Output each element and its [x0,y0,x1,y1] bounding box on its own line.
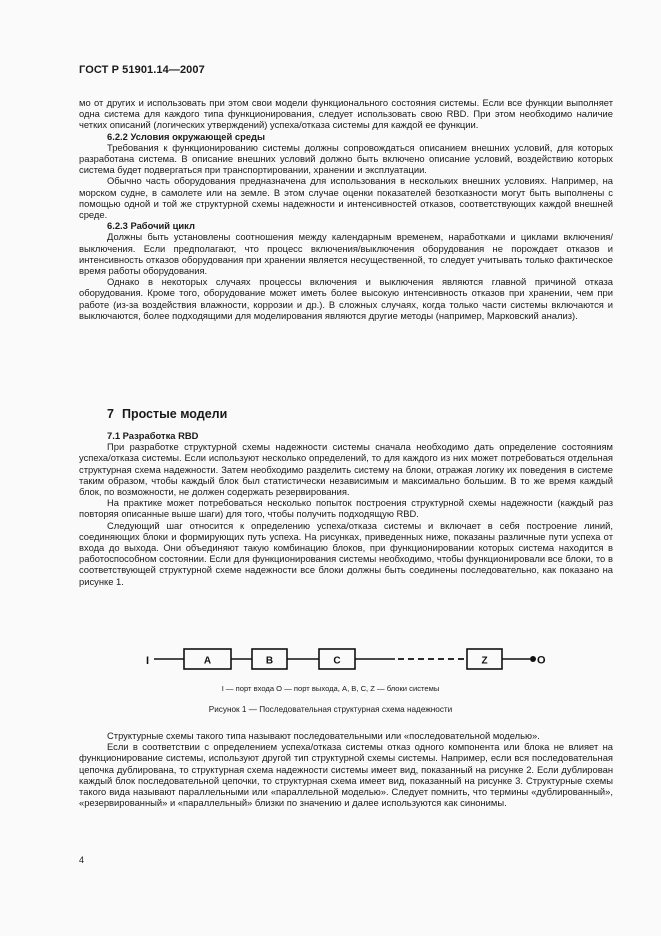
figure-caption: Рисунок 1 — Последовательная структурная схема надежности [208,705,453,714]
paragraph: При разработке структурной схемы надежности системы сначала необходимо дать определение состояниям успеха/отказа системы. Если используют несколько определений, то для каждого из них может потребоваться отдельная структурная схема надежности. Затем необходимо разделить систему на блоки, отражая логику их поведения в системе таким образом, чтобы каждый блок был статистически независимым и максимально большим. В то же время каждый блок, по возможности, не должен содержать резервирования. [79,441,613,498]
section-number: 7 [107,407,114,421]
output-port-label: O [537,654,546,667]
paragraph: На практике может потребоваться несколько попыток построения структурной схемы надежности (каждый раз повторяя описанные выше шаги) для того, чтобы получить подходящую RBD. [79,497,613,520]
paragraph: Однако в некоторых случаях процессы включения и выключения являются главной причиной отказа оборудования. Кроме того, оборудование может иметь более высокую интенсивность отказов при хранении, чем при работе (из-за воздействия влажности, коррозии и др.). В сложных случаях, когда только части системы включаются и выключаются, более подходящими для моделирования являются другие методы (например, Марковский анализ). [79,276,613,321]
text-block-6-2 [79,97,613,321]
output-port-dot [530,656,536,662]
block-b-label: B [265,655,274,667]
page-number: 4 [79,855,85,865]
figure-legend: I — порт входа O — порт выхода, A, B, C, Z — блоки системы [221,684,440,693]
block-c-label: C [333,655,341,667]
document-header: ГОСТ Р 51901.14—2007 [79,64,205,76]
paragraph: Требования к функционированию системы должны сопровождаться описанием внешних условий, для которых разработана система. В описание внешних условий должно быть включено описание условий, воздействию которых система будет подвергаться при транспортировании, хранении и эксплуатации. [79,141,613,176]
paragraph: Следующий шаг относится к определению успеха/отказа системы и включает в себя построение линий, соединяющих блоки и формирующих путь успеха. На рисунках, приведенных ниже, показаны различные пути успеха от входа до выхода. Они объединяют такую комбинацию блоков, при функционировании которых система находится в работоспособном состоянии. Если для функционирования системы необходимо, чтобы функционировали все блоки, то в соответствующей структурной схеме надежности все блоки должны быть соединены последовательно, как показано на рисунке 1. [79,519,613,587]
subsection-heading-6-2-2: 6.2.2 Условия окружающей среды [107,130,266,142]
text-block-7-1 [79,430,613,587]
input-port-label: I [146,655,150,667]
section-heading-7 [107,407,227,421]
block-z-label: Z [481,655,488,667]
text-block-7-1-cont [79,730,613,808]
paragraph: мо от других и использовать при этом свои модели функционального состояния системы. Если все функции выполняет одна система для каждого типа функционирования, следует использовать свою RBD. При этом необходимо наличие четких описаний (логических утверждений) успеха/отказа системы для каждой ее функции. [79,97,613,131]
series-rbd-diagram [140,640,560,680]
subsection-heading-7-1: 7.1 Разработка RBD [107,430,199,441]
paragraph: Должны быть установлены соотношения между календарным временем, наработками и циклами включения/выключения. Если предполагают, что процесс включения/выключения оборудования не порождает отказов и интенсивность отказов оборудования при хранении является несущественной, то следует учитывать только фактическое время работы оборудования. [79,231,613,277]
block-a-label: A [203,655,212,667]
subsection-heading-6-2-3: 6.2.3 Рабочий цикл [107,220,195,232]
paragraph: Обычно часть оборудования предназначена для использования в нескольких внешних условиях. Например, на морском судне, в самолете или на земле. В этом случае оценки показателей безотказности могут быть выполнены с помощью одной и той же структурной схемы надежности и интенсивностей отказов, соответствующих каждой внешней среде. [79,175,613,221]
paragraph: Если в соответствии с определением успеха/отказа системы отказ одного компонента или блока не влияет на функционирование системы, используют другой тип структурной схемы системы. Например, если вся последовательная цепочка дублирована, то структурная схема надежности системы имеет вид, показанный на рисунке 2. Если дублирован каждый блок последовательной цепочки, то структурная схема имеет вид, показанный на рисунке 3. Структурные схемы такого вида называют параллельными или «параллельной моделью». Следует помнить, что термины «дублированный», «резервированный» и «параллельный» близки по значению и далее используются как синонимы. [79,741,613,809]
section-title: Простые модели [121,407,228,421]
paragraph: Структурные схемы такого типа называют последовательными или «последовательной моделью». [107,730,540,741]
